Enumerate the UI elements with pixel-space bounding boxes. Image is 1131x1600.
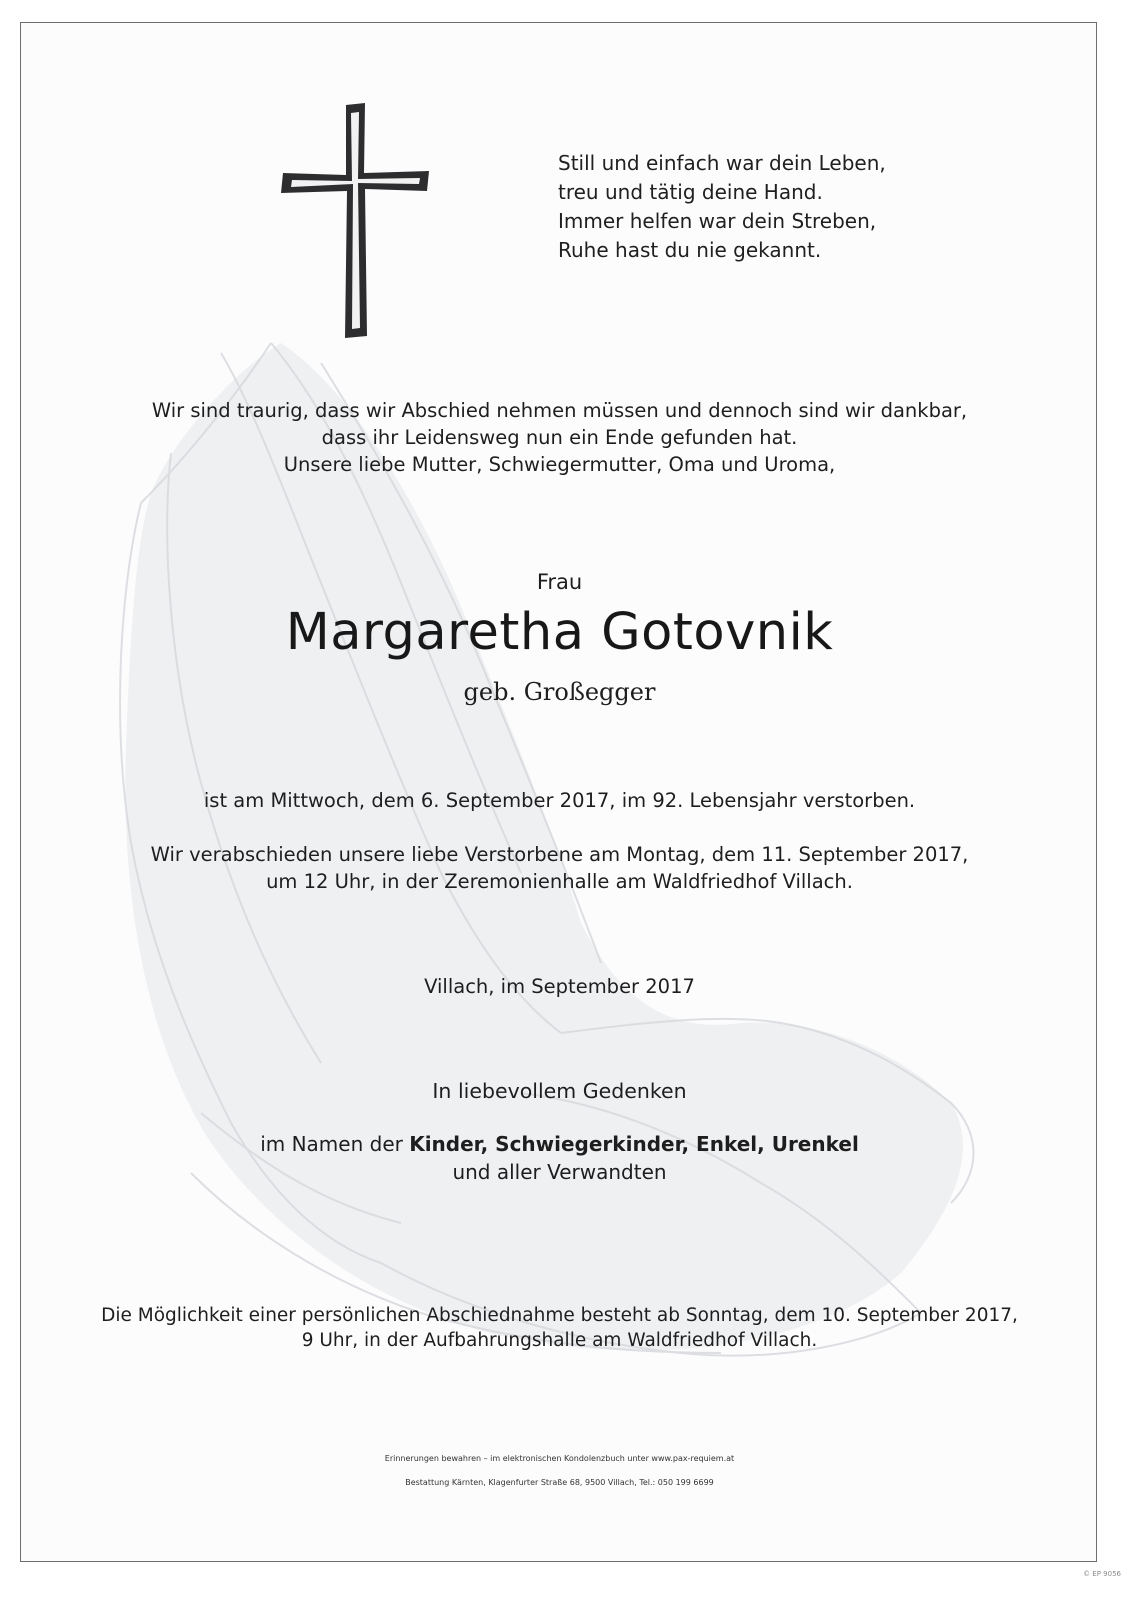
- cross-icon: [279, 103, 431, 338]
- funeral-info: [21, 841, 1097, 895]
- funeral-line: Wir verabschieden unsere liebe Verstorbene am Montag, dem 11. September 2017,: [150, 843, 969, 866]
- footer-address: Bestattung Kärnten, Klagenfurter Straße 68, 9500 Villach, Tel.: 050 199 6699: [405, 1478, 714, 1487]
- family-line: und aller Verwandten: [452, 1160, 667, 1184]
- obituary-card: [20, 22, 1097, 1562]
- intro-text: [21, 397, 1097, 478]
- copyright-mark: © EP 9056: [1083, 1570, 1121, 1578]
- deceased-title: Frau: [536, 570, 583, 594]
- birth-name: geb. Großegger: [463, 678, 656, 706]
- intro-line: Wir sind traurig, dass wir Abschied nehmen müssen und dennoch sind wir dankbar,: [151, 399, 968, 422]
- poem-line: Still und einfach war dein Leben,: [558, 151, 886, 175]
- viewing-info: [21, 1303, 1097, 1353]
- intro-line: dass ihr Leidensweg nun ein Ende gefunden hat.: [321, 426, 798, 449]
- footer-condolence: Erinnerungen bewahren – im elektronischen Kondolenzbuch unter www.pax-requiem.at: [384, 1454, 735, 1463]
- family-line: [21, 1130, 1097, 1158]
- poem-line: Immer helfen war dein Streben,: [558, 209, 877, 233]
- deceased-name: Margaretha Gotovnik: [285, 603, 834, 662]
- memory-line: In liebevollem Gedenken: [432, 1079, 687, 1103]
- intro-line: Unsere liebe Mutter, Schwiegermutter, Oma und Uroma,: [283, 453, 836, 476]
- place-date: Villach, im September 2017: [424, 975, 695, 998]
- family-names: Kinder, Schwiegerkinder, Enkel, Urenkel: [409, 1132, 859, 1156]
- viewing-line: 9 Uhr, in der Aufbahrungshalle am Waldfriedhof Villach.: [301, 1330, 818, 1351]
- death-notice: ist am Mittwoch, dem 6. September 2017, im 92. Lebensjahr verstorben.: [203, 789, 916, 812]
- family-signature: [21, 1130, 1097, 1186]
- family-prefix: im Namen der: [260, 1132, 403, 1156]
- poem-line: Ruhe hast du nie gekannt.: [558, 238, 822, 262]
- viewing-line: Die Möglichkeit einer persönlichen Abschiednahme besteht ab Sonntag, dem 10. September 2017,: [101, 1305, 1018, 1326]
- poem-line: treu und tätig deine Hand.: [558, 180, 823, 204]
- poem: [558, 149, 918, 265]
- funeral-line: um 12 Uhr, in der Zeremonienhalle am Waldfriedhof Villach.: [266, 870, 853, 893]
